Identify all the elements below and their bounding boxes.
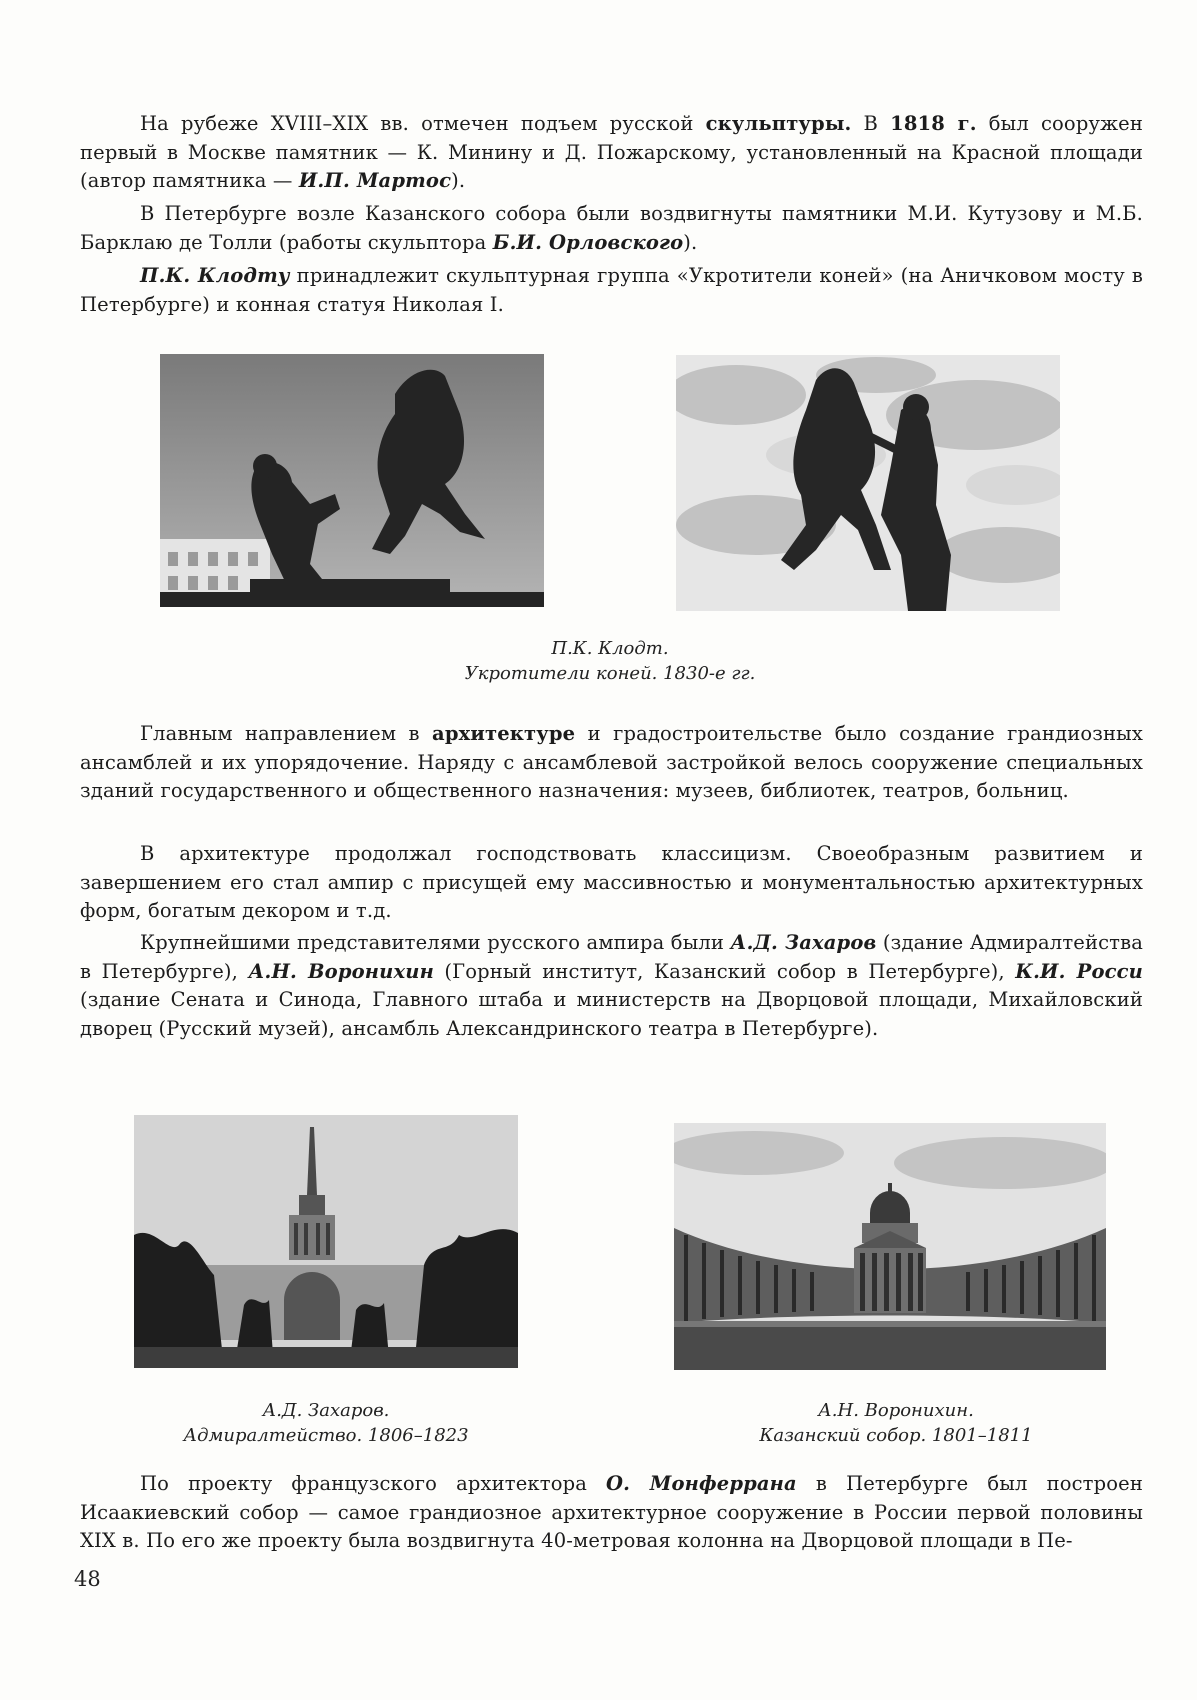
klodt-caption [440, 636, 780, 686]
kazan-cathedral-photo [674, 1123, 1106, 1370]
text-run: (здание Адмиралтейства в Петербурге), [80, 931, 1144, 983]
emphasized-term: О. Монферрана [606, 1472, 797, 1495]
emphasized-term: П.К. Клодту [140, 264, 290, 287]
emphasized-term: архитектуре [432, 722, 576, 745]
text-run: В Петербурге возле Казанского собора были воздвигнуты памятники М.И. Кутузову и М.Б. Барклаю де Толли (работы скульптора [80, 202, 1143, 254]
admiralty-photo [134, 1115, 518, 1368]
text-run: Крупнейшими представителями русского ампира были [140, 931, 731, 954]
text-run: и градостроительстве было создание грандиозных ансамблей и их упорядочение. Наряду с ансамблевой застройкой велось сооружение специальных зданий государственного и общественного назначения: музеев, библиотек, театров, больниц. [80, 722, 1143, 802]
emphasized-term: И.П. Мартос [298, 169, 452, 192]
paragraph-sculpture-intro [80, 110, 1143, 196]
paragraph-classicism [80, 840, 1143, 926]
horse-tamers-photo-1 [160, 354, 544, 607]
text-run: принадлежит скульптурная группа «Укротители коней» (на Аничковом мосту в Петербурге) и конная статуя Николая I. [80, 264, 1143, 316]
text-run: был сооружен первый в Москве памятник — К. Минину и Д. Пожарскому, установленный на Красной площади (автор памятника — [80, 112, 1144, 192]
text-run: В [851, 112, 891, 135]
paragraph-montferrand [80, 1470, 1143, 1556]
emphasized-term: А.Д. Захаров [730, 931, 877, 954]
horse-tamers-photo-2 [676, 355, 1060, 611]
emphasized-term: К.И. Росси [1015, 959, 1143, 983]
text-run: В архитектуре продолжал господствовать классицизм. Своеобразным развитием и завершением его стал ампир с присущей ему массивностью и монументальностью архитектурных форм, богатым декором и т.д. [80, 842, 1143, 922]
paragraph-empire-architects [80, 929, 1143, 1043]
caption-line: Казанский собор. 1801–1811 [759, 1425, 1033, 1446]
voronikhin-caption [716, 1398, 1076, 1448]
text-run: (Горный институт, Казанский собор в Петербурге), [433, 959, 1016, 983]
caption-line: А.Д. Захаров. [262, 1400, 390, 1421]
emphasized-term: А.Н. Воронихин [248, 959, 434, 983]
text-run: На рубеже XVIII–XIX вв. отмечен подъем русской [140, 112, 706, 135]
text-run: в Петербурге был построен Исаакиевский собор — самое грандиозное архитектурное сооружение в России первой половины XIX в. По его же проекту была воздвигнута 40-метровая колонна на Дворцовой площади в Пе- [80, 1472, 1143, 1552]
text-run: По проекту французского архитектора [140, 1472, 607, 1495]
paragraph-kazan-monuments [80, 200, 1143, 257]
emphasized-term: 1818 г. [890, 112, 977, 135]
text-run: ). [683, 230, 698, 254]
page-number: 48 [74, 1567, 101, 1591]
caption-line: А.Н. Воронихин. [818, 1400, 974, 1421]
caption-line: П.К. Клодт. [551, 638, 669, 659]
text-run: ). [451, 169, 466, 192]
zakharov-caption [156, 1398, 496, 1448]
emphasized-term: скульптуры. [705, 112, 852, 135]
caption-line: Укротители коней. 1830-е гг. [464, 663, 756, 684]
caption-line: Адмиралтейство. 1806–1823 [183, 1425, 469, 1446]
paragraph-architecture [80, 720, 1143, 806]
emphasized-term: Б.И. Орловского [492, 230, 684, 254]
text-run: Главным направлением в [140, 722, 433, 745]
paragraph-klodt [80, 262, 1143, 319]
text-run: (здание Сената и Синода, Главного штаба и министерств на Дворцовой площади, Михайловский дворец (Русский музей), ансамбль Александринского театра в Петербурге). [80, 988, 1143, 1040]
